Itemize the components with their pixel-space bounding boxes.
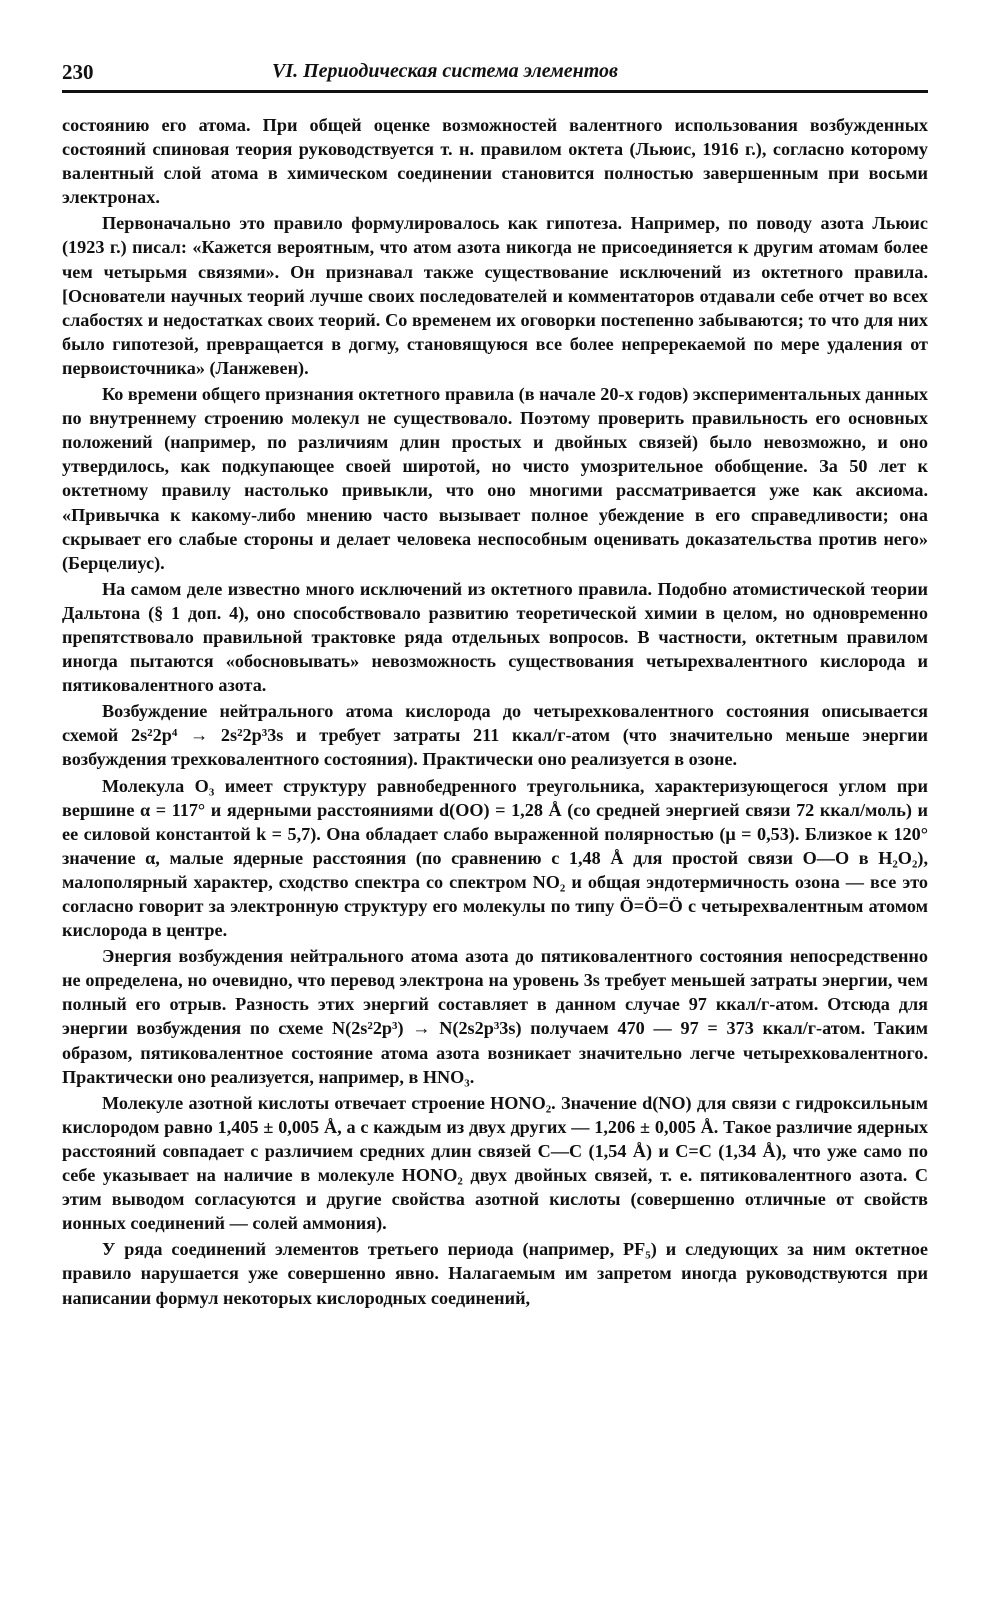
paragraph: Ко времени общего признания октетного правила (в начале 20-х годов) экспериментальных данных по внутреннему строению молекул не существовало. Поэтому проверить правильность его основных положений (например, по различиям длин простых и двойных связей) было невозможно, и оно утвердилось, как подкупающее своей широтой, но чисто умозрительное обобщение. За 50 лет к октетному правилу настолько привыкли, что оно многими рассматривается уже как аксиома. «Привычка к какому-либо мнению часто вызывает полное убеждение в его справедливости; она скрывает его слабые стороны и делает человека неспособным оценивать доказательства против него» (Берцелиус). xyxy=(62,384,928,573)
paragraph: У ряда соединений элементов третьего периода (например, PF₅) и следующих за ним октетное правило нарушается уже совершенно явно. Налагаемым им запретом иногда руководствуются при написании формул некоторых кислородных соединений, xyxy=(62,1239,928,1308)
paragraph: Энергия возбуждения нейтрального атома азота до пятиковалентного состояния непосредственно не определена, но очевидно, что перевод электрона на уровень 3s требует меньшей затраты энергии, чем полный его отрыв. Разность этих энергий составляет в данном случае 97 ккал/г-атом. Отсюда для энергии возбуждения по схеме N(2s²2p³) → N(2s2p³3s) получаем 470 — 97 = 373 ккал/г-атом. Таким образом, пятиковалентное состояние атома азота возникает значительно легче четырехковалентного. Практически оно реализуется, например, в HNO₃. xyxy=(62,946,928,1087)
paragraph: Первоначально это правило формулировалось как гипотеза. Например, по поводу азота Льюис (1923 г.) писал: «Кажется вероятным, что атом азота никогда не присоединяется к другим атомам более чем четырьмя связями». Он признавал также существование исключений из октетного правила. [Основатели научных теорий лучше своих последователей и комментаторов отдавали себе отчет во всех слабостях и недостатках своих теорий. Со временем их оговорки постепенно забываются; то что для них было гипотезой, превращается в догму, становящуюся все более непререкаемой по мере удаления от первоисточника» (Ланжевен). xyxy=(62,213,928,378)
page-header xyxy=(62,60,928,93)
book-page xyxy=(62,60,928,1310)
paragraph: На самом деле известно много исключений из октетного правила. Подобно атомистической теории Дальтона (§ 1 доп. 4), оно способствовало развитию теоретической химии в целом, но одновременно препятствовало правильной трактовке ряда отдельных вопросов. В частности, октетным правилом иногда пытаются «обосновывать» невозможность существования четырехвалентного кислорода и пятиковалентного азота. xyxy=(62,578,928,696)
paragraph: состоянию его атома. При общей оценке возможностей валентного использования возбужденных состояний спиновая теория руководствуется т. н. правилом октета (Льюис, 1916 г.), согласно которому валентный слой атома в химическом соединении становится полностью завершенным при восьми электронах. xyxy=(62,115,928,208)
running-head: VI. Периодическая система элементов xyxy=(272,60,618,82)
body-text xyxy=(62,113,928,1310)
paragraph: Молекула O₃ имеет структуру равнобедренного треугольника, характеризующегося углом при вершине α = 117° и ядерными расстояниями d(OO) = 1,28 Å (со средней энергией связи 72 ккал/моль) и ее силовой константой k = 5,7). Она обладает слабо выраженной полярностью (μ = 0,53). Близкое к 120° значение α, малые ядерные расстояния (по сравнению с 1,48 Å для простой связи O—O в H₂O₂), малополярный характер, сходство спектра со спектром NO₂ и общая эндотермичность озона — все это согласно говорит за электронную структуру его молекулы по типу Ö=Ö=Ö с четырехвалентным атомом кислорода в центре. xyxy=(62,775,928,941)
paragraph: Возбуждение нейтрального атома кислорода до четырехковалентного состояния описывается схемой 2s²2p⁴ → 2s²2p³3s и требует затраты 211 ккал/г-атом (что значительно меньше энергии возбуждения трехковалентного состояния). Практически оно реализуется в озоне. xyxy=(62,701,928,770)
page-number: 230 xyxy=(62,60,94,84)
paragraph: Молекуле азотной кислоты отвечает строение HONO₂. Значение d(NO) для связи с гидроксильным кислородом равно 1,405 ± 0,005 Å, а с каждым из двух других — 1,206 ± 0,005 Å. Такое различие ядерных расстояний совпадает с различием средних длин связей C—C (1,54 Å) и C=C (1,34 Å), что уже само по себе указывает на наличие в молекуле HONO₂ двух двойных связей, т. е. пятиковалентного азота. С этим выводом согласуются и другие свойства азотной кислоты (совершенно отличные от свойств ионных соединений — солей аммония). xyxy=(62,1092,928,1234)
